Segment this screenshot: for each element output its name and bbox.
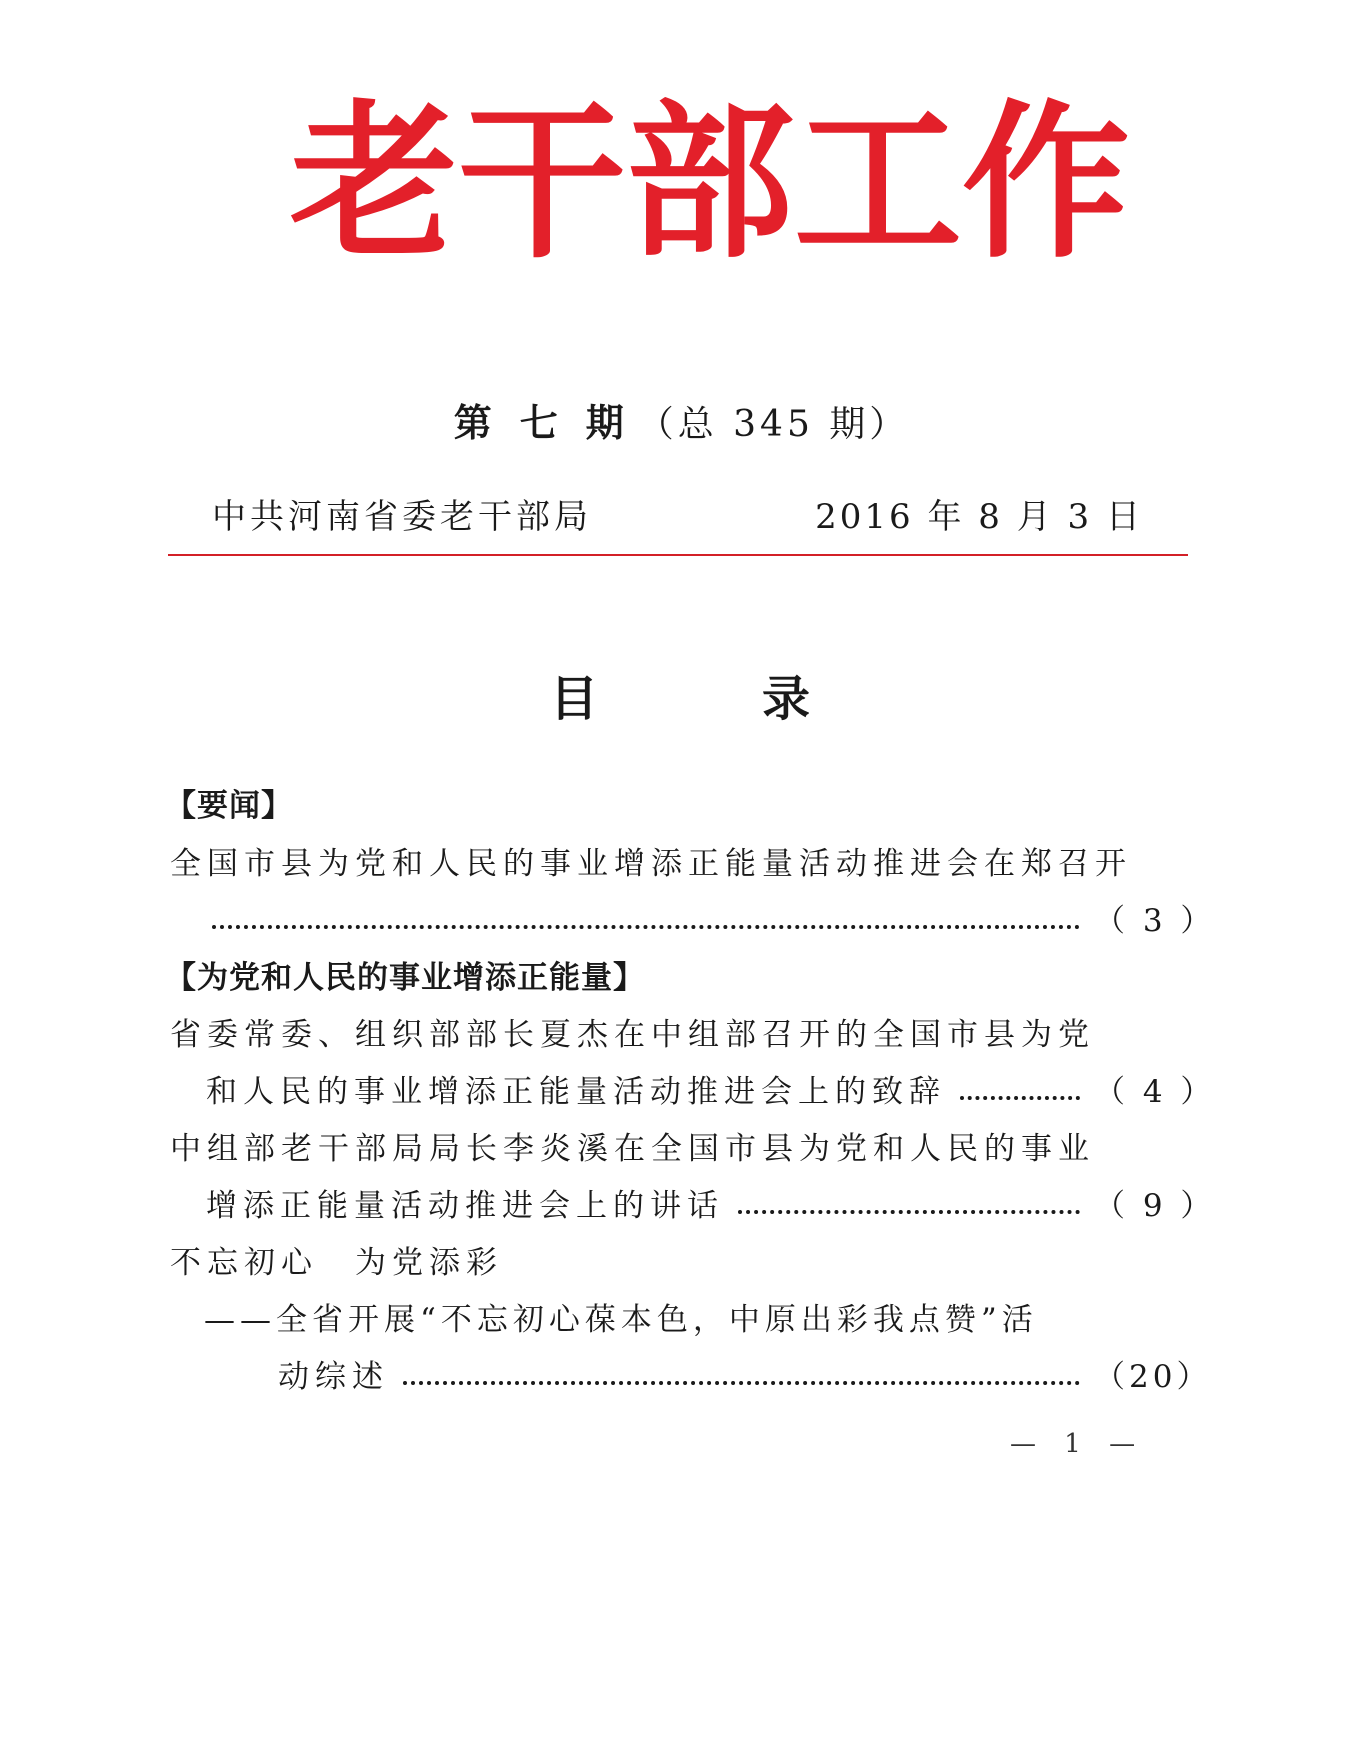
toc-section-heading: 【要闻】 [165, 788, 293, 824]
masthead-char: 工 [794, 85, 962, 281]
toc-section-heading: 【为党和人民的事业增添正能量】 [165, 960, 645, 996]
toc-entry-leader-row[interactable] [212, 897, 1216, 945]
toc-entry-page: （20） [1094, 1359, 1212, 1395]
masthead-char: 干 [458, 85, 626, 281]
dot-leader [738, 1210, 1080, 1214]
toc-entry-title-cont: 和人民的事业增添正能量活动推进会上的致辞 [206, 1074, 946, 1110]
issue-total: （总 345 期） [637, 404, 910, 445]
masthead-title [290, 85, 1130, 281]
toc-entry-leader-row[interactable] [206, 1068, 1216, 1116]
toc-entry-title[interactable]: 不忘初心 为党添彩 [170, 1245, 503, 1281]
toc-entry-page: （ 9 ） [1094, 1188, 1216, 1224]
dot-leader [403, 1381, 1080, 1385]
toc-entry-leader-row[interactable] [206, 1182, 1216, 1230]
header-divider [168, 554, 1188, 556]
masthead-char: 部 [626, 85, 794, 281]
toc-entry-title-cont: 动综述 [278, 1359, 389, 1395]
page-number: — 1 — [1010, 1429, 1146, 1459]
toc-title [550, 664, 810, 734]
toc-entry-title-cont: 增添正能量活动推进会上的讲话 [206, 1188, 724, 1224]
toc-entry-page: （ 4 ） [1094, 1074, 1216, 1110]
toc-entry-subtitle[interactable]: ——全省开展“不忘初心葆本色，中原出彩我点赞”活 [204, 1302, 1038, 1338]
publisher: 中共河南省委老干部局 [212, 497, 592, 537]
issue-number: 第七期 [453, 400, 652, 445]
dot-leader [960, 1096, 1080, 1100]
toc-title-char: 目 [550, 671, 599, 727]
toc-entry-title[interactable]: 全国市县为党和人民的事业增添正能量活动推进会在郑召开 [170, 846, 1132, 882]
toc-title-char: 录 [761, 671, 810, 727]
masthead-char: 作 [962, 85, 1130, 281]
toc-entry-title[interactable]: 省委常委、组织部部长夏杰在中组部召开的全国市县为党 [170, 1017, 1095, 1053]
masthead-char: 老 [290, 85, 458, 281]
issue-line [0, 395, 1363, 453]
issue-date: 2016 年 8 月 3 日 [815, 497, 1143, 537]
toc-entry-page: （ 3 ） [1094, 903, 1216, 939]
dot-leader [212, 925, 1080, 929]
toc-entry-leader-row[interactable] [278, 1353, 1212, 1401]
toc-entry-title[interactable]: 中组部老干部局局长李炎溪在全国市县为党和人民的事业 [170, 1131, 1095, 1167]
